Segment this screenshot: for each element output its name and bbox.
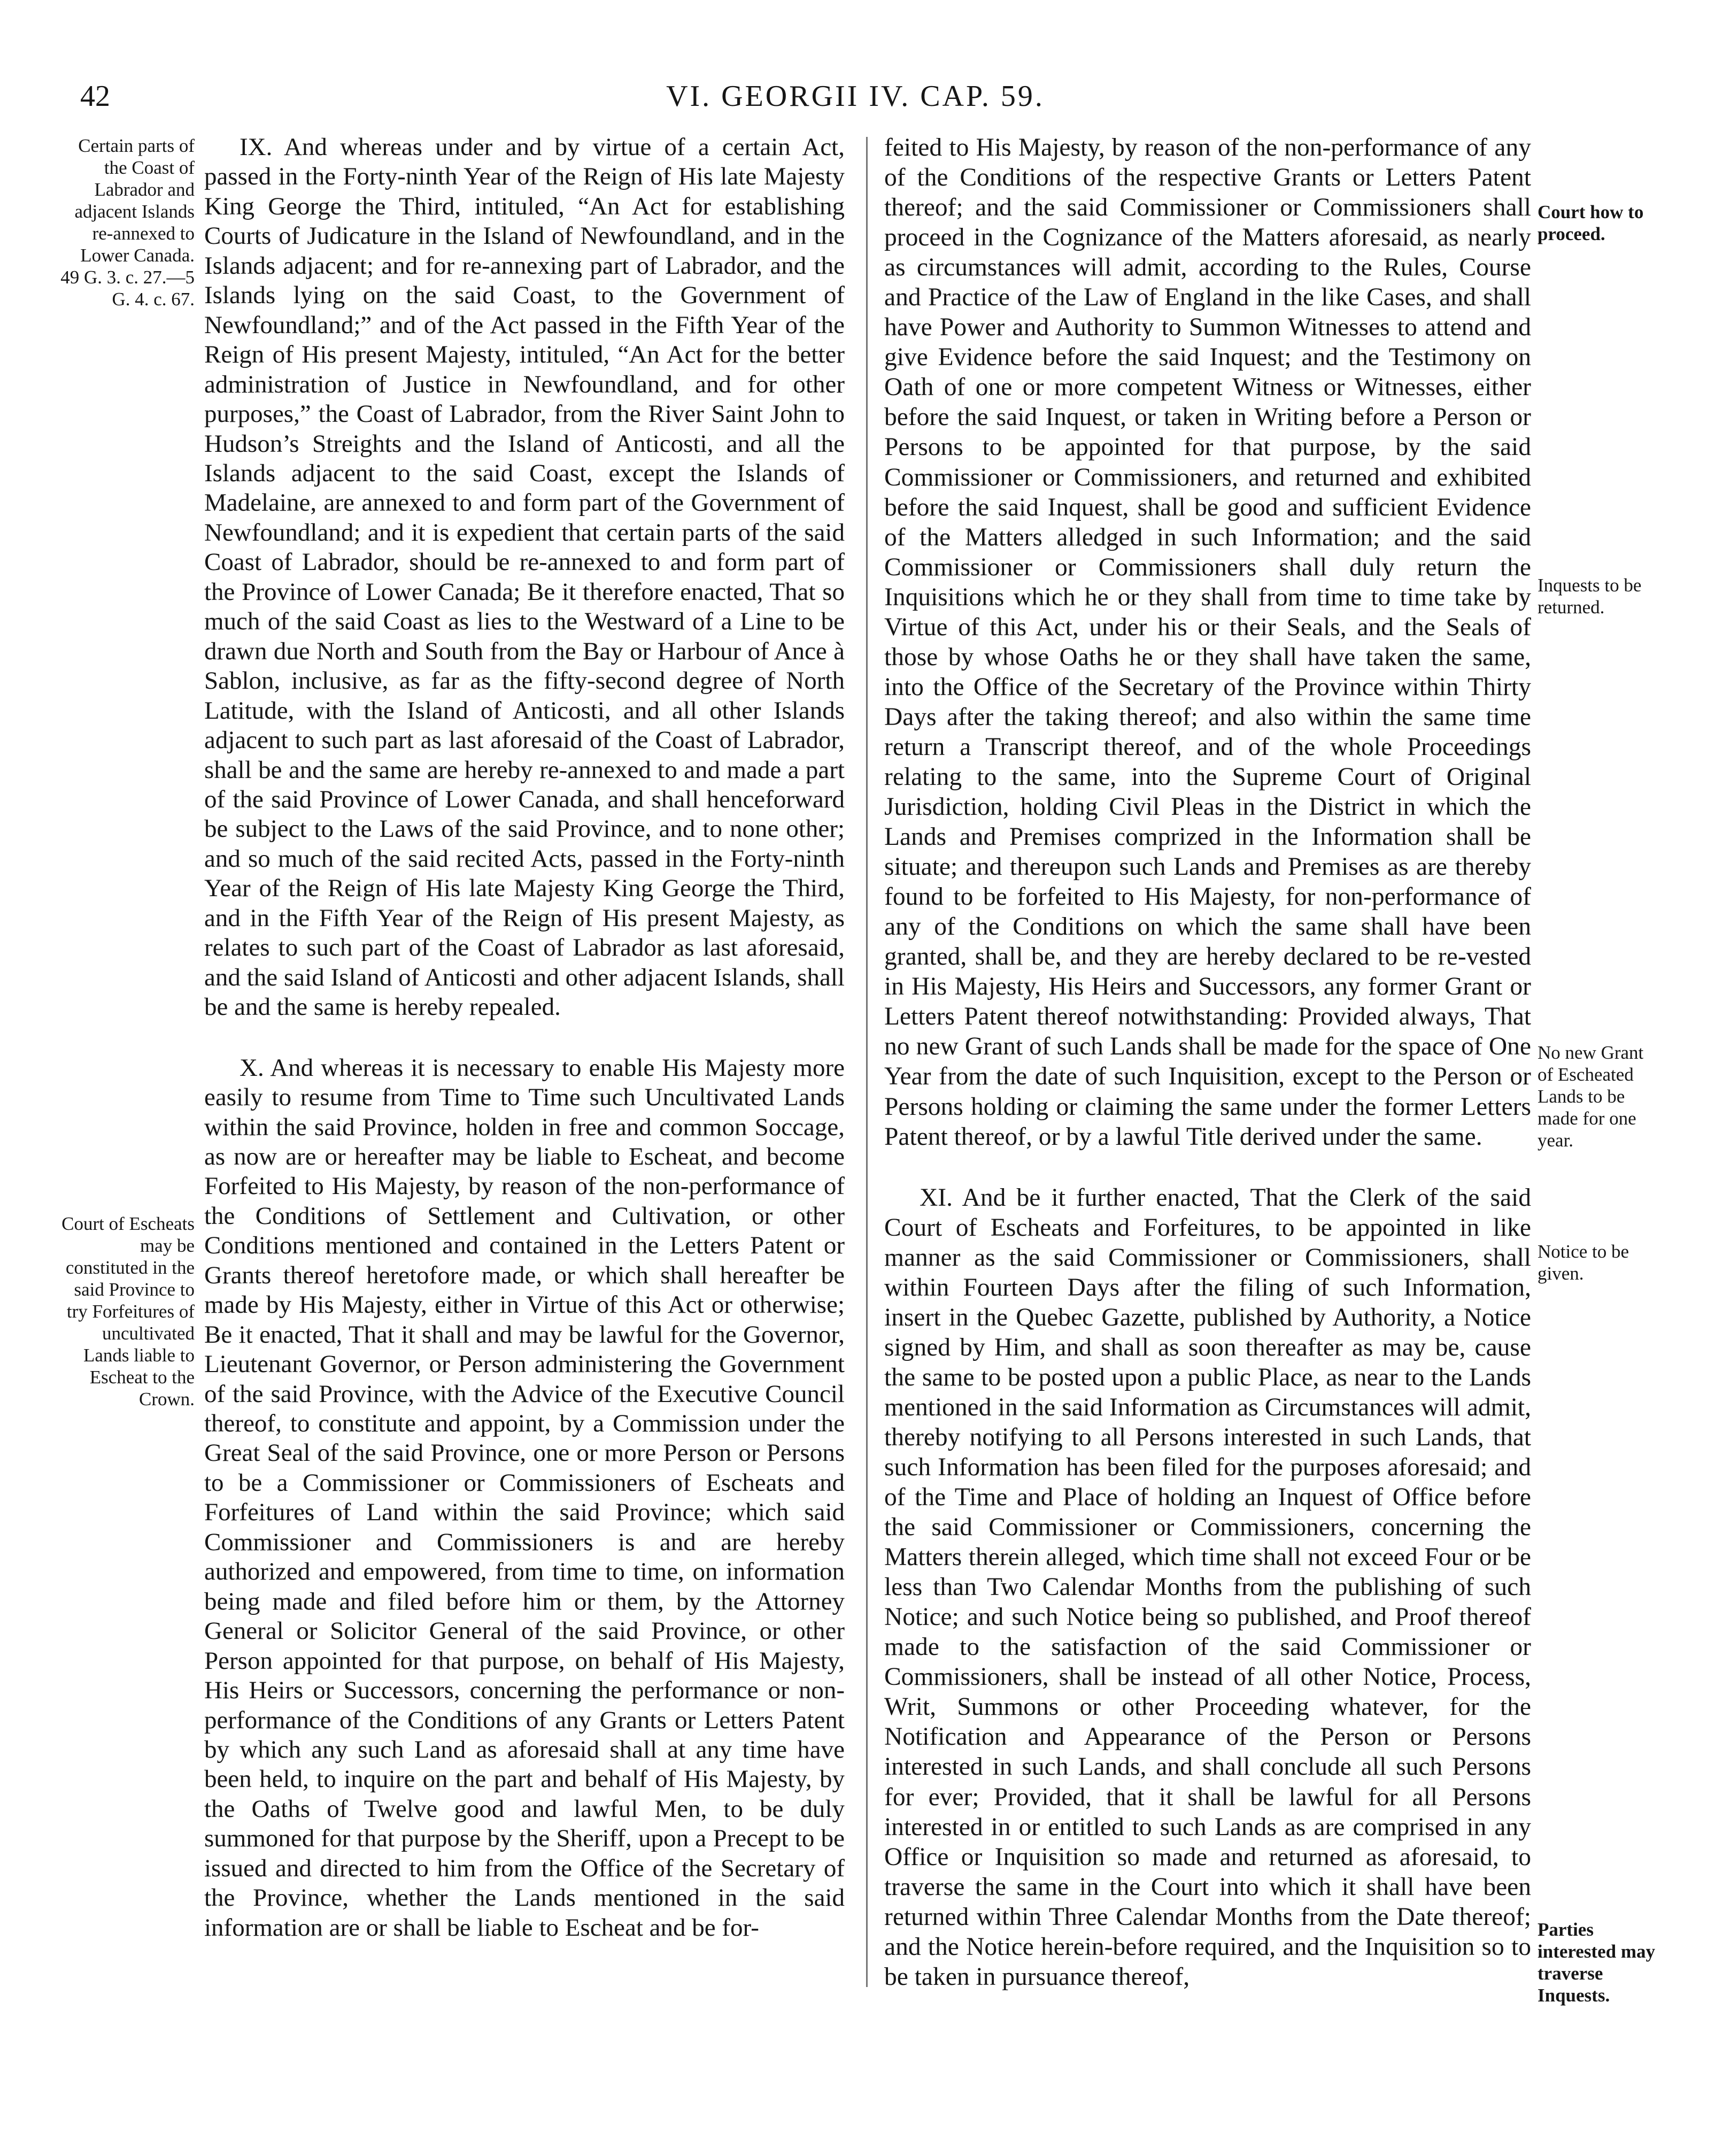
column-divider: [866, 137, 868, 1987]
margin-note-labrador: Certain parts of the Coast of Labrador and adjacent Islands re-annexed to Lower Canada. 49 G. 3. c. 27.—5 G. 4. c. 67.: [60, 135, 195, 310]
section-ix: IX. And whereas under and by virtue of a certain Act, passed in the Forty-ninth Year of the Reign of His late Majesty King George the Third, intituled, “An Act for establishing Courts of Judicature in the Island of Newfoundland, and in the Islands adjacent; and for re-annexing part of Labrador, and the Islands lying on the said Coast, to the Government of Newfoundland;” and of the Act passed in the Fifth Year of the Reign of His present Majesty, intituled, “An Act for the better administration of Justice in Newfoundland, and for other purposes,” the Coast of Labrador, from the River Saint John to Hudson’s Streights and the Island of Anticosti, and all the Islands adjacent to the said Coast, except the Islands of Madelaine, are annexed to and form part of the Government of Newfoundland; and it is expedient that certain parts of the said Coast of Labrador, should be re-annexed to and form part of the Province of Lower Canada; Be it therefore enacted, That so much of the said Coast as lies to the Westward of a Line to be drawn due North and South from the Bay or Harbour of Ance à Sablon, inclusive, as far as the fifty-second degree of North Latitude, with the Island of Anticosti, and all other Islands adjacent to such part as last aforesaid of the Coast of Labrador, shall be and the same are hereby re-annexed to and made a part of the said Province of Lower Canada, and shall henceforward be subject to the Laws of the said Province, and to none other; and so much of the said recited Acts, passed in the Forty-ninth Year of the Reign of His late Majesty King George the Third, and in the Fifth Year of the Reign of His present Majesty, as relates to such part of the Coast of Labrador as last aforesaid, and the said Island of Anticosti and other adjacent Islands, shall be and the same is hereby repealed.: [204, 133, 845, 1021]
margin-note-court-how-to-proceed: Court how to proceed.: [1538, 202, 1644, 244]
column-right: [884, 133, 1531, 1992]
margin-note-inquests-returned: Inquests to be returned.: [1538, 575, 1642, 618]
margin-note-court-of-escheats: Court of Escheats may be constituted in the said Province to try Forfeitures of uncultivated Lands liable to Escheat to the Crown.: [61, 1213, 195, 1410]
section-xi: XI. And be it further enacted, That the Clerk of the said Court of Escheats and Forfeitures, to be appointed in like manner as the said Commissioner or Commissioners, shall within Fourteen Days after the filing of such Information, insert in the Quebec Gazette, published by Authority, a Notice signed by Him, and shall as soon thereafter as may be, cause the same to be posted upon a public Place, as near to the Lands mentioned in the said Information as Circumstances will admit, thereby notifying to all Persons interested in such Lands, that such Information has been filed for the purposes aforesaid; and of the Time and Place of holding an Inquest of Office before the said Commissioner or Commissioners, concerning the Matters therein alleged, which time shall not exceed Four or be less than Two Calendar Months from the publishing of such Notice; and such Notice being so published, and Proof thereof made to the satisfaction of the said Commissioner or Commissioners, shall be instead of all other Notice, Process, Writ, Summons or other Proceeding whatever, for the Notification and Appearance of the Person or Persons interested in such Lands, and shall conclude all such Persons for ever; Provided, that it shall be lawful for all Persons interested in or entitled to such Lands as are comprised in any Office or Inquisition so made and returned as aforesaid, to traverse the same in the Court into which it shall have been returned within Three Calendar Months from the Date thereof; and the Notice herein-before required, and the Inquisition so to be taken in pursuance thereof,: [884, 1183, 1531, 1991]
margin-note-notice: Notice to be given.: [1538, 1241, 1629, 1284]
margin-note-parties-traverse: Parties interested may traverse Inquests.: [1538, 1919, 1655, 2006]
page-header: [80, 79, 1631, 122]
section-x-continued: feited to His Majesty, by reason of the non-performance of any of the Conditions of the respective Grants or Letters Patent thereof; and the said Commissioner or Commissioners shall proceed in the Cognizance of the Matters aforesaid, as nearly as circumstances will admit, according to the Rules, Course and Practice of the Law of England in the like Cases, and shall have Power and Authority to Summon Witnesses to attend and give Evidence before the said Inquest; and the Testimony on Oath of one or more competent Witness or Witnesses, either before the said Inquest, or taken in Writing before a Person or Persons to be appointed for that purpose, by the said Commissioner or Commissioners, and returned and exhibited before the said Inquest, shall be good and sufficient Evidence of the Matters alledged in such Information; and the said Commissioner or Commissioners shall duly return the Inquisitions which he or they shall from time to time take by Virtue of this Act, under his or their Seals, and the Seals of those by whose Oaths he or they shall have taken the same, into the Office of the Secretary of the Province within Thirty Days after the taking thereof; and also within the same time return a Transcript thereof, and of the whole Proceedings relating to the same, into the Supreme Court of Original Jurisdiction, holding Civil Pleas in the District in which the Lands and Premises comprized in the Information shall be situate; and thereupon such Lands and Premises as are thereby found to be forfeited to His Majesty, for non-performance of any of the Conditions on which the same shall have been granted, shall be, and they are hereby declared to be re-vested in His Majesty, His Heirs and Successors, any former Grant or Letters Patent thereof notwithstanding: Provided always, That no new Grant of such Lands shall be made for the space of One Year from the date of such Inquisition, except to the Person or Persons holding or claiming the same under the former Letters Patent thereof, or by a lawful Title derived under the same.: [884, 134, 1531, 1151]
page-number: 42: [80, 80, 110, 113]
section-x: X. And whereas it is necessary to enable His Majesty more easily to resume from Time to Time such Uncultivated Lands within the said Province, holden in free and common Soccage, as now are or hereafter may be liable to Escheat, and become Forfeited to His Majesty, by reason of the non-performance of the Conditions of Settlement and Cultivation, or other Conditions mentioned and contained in the Letters Patent or Grants thereof heretofore made, or which shall hereafter be made by His Majesty, either in Virtue of this Act or otherwise; Be it enacted, That it shall and may be lawful for the Governor, Lieutenant Governor, or Person administering the Government of the said Province, with the Advice of the Executive Council thereof, to constitute and appoint, by a Commission under the Great Seal of the said Province, one or more Person or Persons to be a Commissioner or Commissioners of Escheats and Forfeitures of Land within the said Province; which said Commissioner and Commissioners is and are hereby authorized and empowered, from time to time, on information being made and filed before him or them, by the Attorney General or Solicitor General of the said Province, or other Person appointed for that purpose, on behalf of His Majesty, His Heirs or Successors, concerning the performance or non-performance of the Conditions of any Grants or Letters Patent by which any such Land as aforesaid shall at any time have been held, to inquire on the part and behalf of His Majesty, by the Oaths of Twelve good and lawful Men, to be duly summoned for that purpose by the Sheriff, upon a Precept to be issued and directed to him from the Office of the Secretary of the Province, whether the Lands mentioned in the said information are or shall be liable to Escheat and be for-: [204, 1053, 845, 1942]
running-head: VI. GEORGII IV. CAP. 59.: [666, 80, 1045, 113]
column-left: [204, 133, 845, 1943]
margin-note-no-new-grant: No new Grant of Escheated Lands to be made for one year.: [1538, 1042, 1644, 1151]
